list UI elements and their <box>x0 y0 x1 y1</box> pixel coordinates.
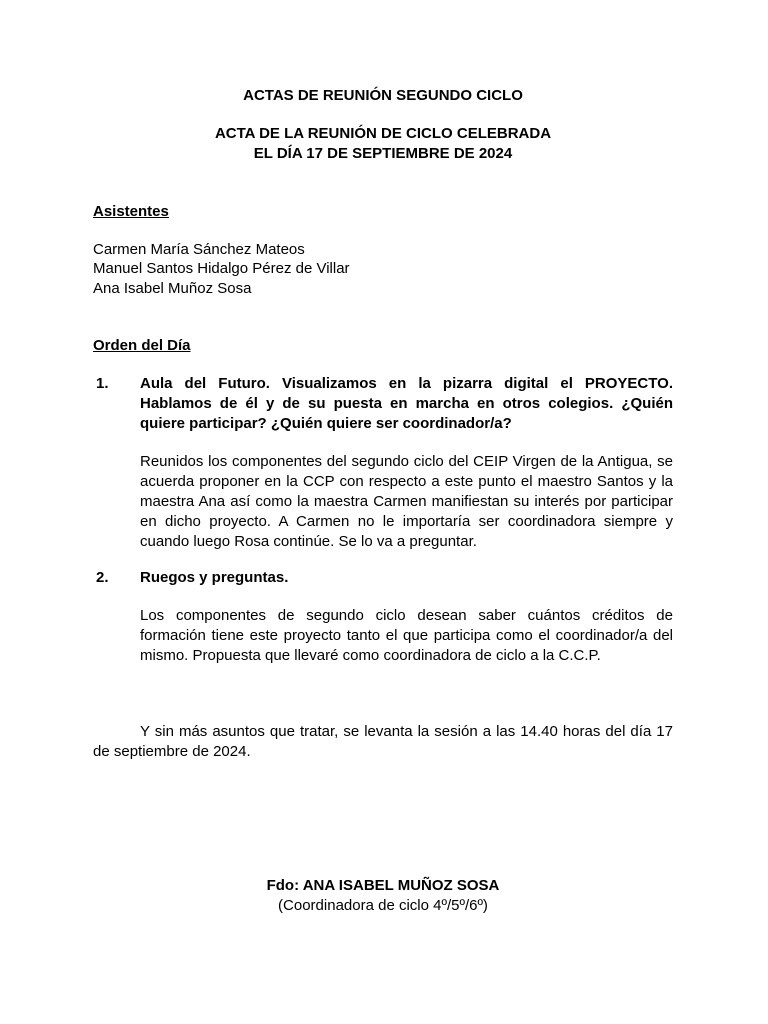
agenda-item-body: Los componentes de segundo ciclo desean saber cuántos créditos de formación tiene este proyecto tanto el que participa como el coordinador/a del mismo. Propuesta que llevaré como coordinadora de ciclo a la C.C.P. <box>140 607 673 664</box>
signature-role: (Coordinadora de ciclo 4º/5º/6º) <box>278 897 488 914</box>
agenda-item-title <box>96 374 673 434</box>
agenda-item-title-text: Ruegos y preguntas. <box>140 569 289 586</box>
document-page <box>93 0 673 1024</box>
agenda-item-body: Reunidos los componentes del segundo ciclo del CEIP Virgen de la Antigua, se acuerda proponer en la CCP con respecto a este punto el maestro Santos y la maestra Ana así como la maestra Carmen manifiestan su interés por participar en dicho proyecto. A Carmen no le importaría ser coordinadora siempre y cuando luego Rosa continúe. Se lo va a preguntar. <box>140 453 673 550</box>
attendee-name: Ana Isabel Muñoz Sosa <box>93 280 252 297</box>
attendee-name: Manuel Santos Hidalgo Pérez de Villar <box>93 260 350 277</box>
document-title: ACTAS DE REUNIÓN SEGUNDO CICLO <box>243 87 523 104</box>
meeting-title-line-1: ACTA DE LA REUNIÓN DE CICLO CELEBRADA <box>214 125 552 142</box>
agenda-item-number: 1. <box>96 375 109 392</box>
signature-name: Fdo: ANA ISABEL MUÑOZ SOSA <box>266 877 500 894</box>
agenda-item-number: 2. <box>96 569 109 586</box>
attendee-name: Carmen María Sánchez Mateos <box>93 241 305 258</box>
agenda-item-title-text: Aula del Futuro. Visualizamos en la pizarra digital el PROYECTO. Hablamos de él y de su puesta en marcha en otros colegios. ¿Quién quiere participar? ¿Quién quiere ser coordinador/a? <box>140 375 673 432</box>
attendees-heading: Asistentes <box>93 203 169 220</box>
agenda-item-title <box>96 568 673 588</box>
closing-paragraph: Y sin más asuntos que tratar, se levanta la sesión a las 14.40 horas del día 17 de septiembre de 2024. <box>93 723 673 760</box>
meeting-title-line-2: EL DÍA 17 DE SEPTIEMBRE DE 2024 <box>253 145 513 162</box>
agenda-heading: Orden del Día <box>93 337 191 354</box>
